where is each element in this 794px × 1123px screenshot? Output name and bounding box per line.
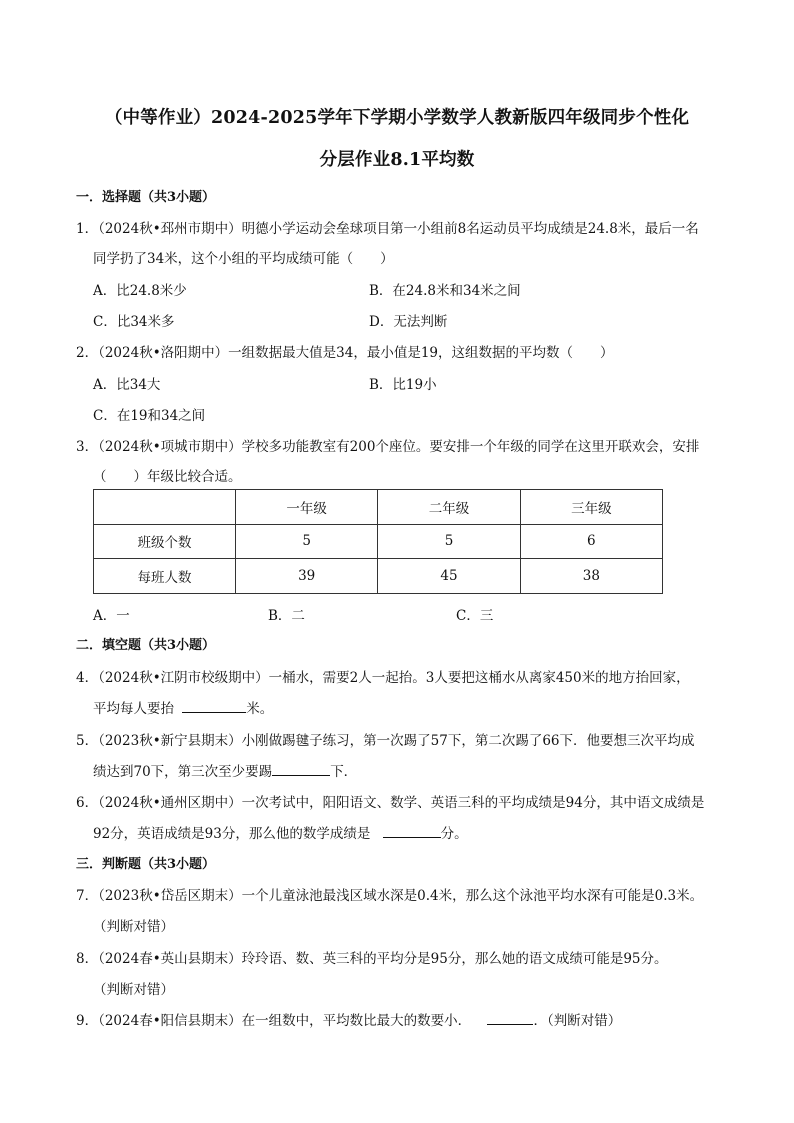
table-cell: 45: [378, 559, 520, 594]
question-6-text-after: 分。: [440, 826, 468, 842]
question-3-line2: （ ）年级比较合适。: [93, 469, 242, 485]
question-3-option-b: B．二: [268, 608, 305, 624]
section-heading-choice: 一．选择题（共3小题）: [76, 190, 216, 205]
section-heading-judge: 三．判断题（共3小题）: [76, 857, 216, 872]
answer-blank[interactable]: [182, 699, 246, 713]
answer-blank[interactable]: [272, 762, 330, 776]
question-3-option-c: C．三: [456, 608, 494, 624]
question-7-line2: （判断对错）: [93, 919, 174, 935]
table-header-row: [94, 490, 663, 525]
question-4-line2: [93, 697, 273, 717]
question-4-text-before: 平均每人要抬: [93, 701, 174, 717]
question-9-text-after: ．（判断对错）: [533, 1013, 622, 1029]
table-header-cell: 一年级: [236, 490, 378, 525]
question-5-line2: [93, 760, 357, 780]
question-3-line1: 3．（2024秋•项城市期中）学校多功能教室有200个座位。要安排一个年级的同学在这里开联欢会，安排: [76, 439, 700, 455]
question-4-line1: 4．（2024秋•江阴市校级期中）一桶水，需要2人一起抬。3人要把这桶水从离家450米的地方抬回家，: [76, 670, 690, 686]
answer-blank[interactable]: [383, 824, 441, 838]
question-9-line1: [76, 1009, 621, 1029]
question-6-line1: 6．（2024秋•通州区期中）一次考试中，阳阳语文、数学、英语三科的平均成绩是94分，其中语文成绩是: [76, 795, 705, 811]
question-1-option-a: A．比24.8米少: [93, 283, 187, 299]
question-5-text-before: 绩达到70下，第三次至少要踢: [93, 764, 273, 780]
question-5-line1: 5．（2023秋•新宁县期末）小刚做踢毽子练习，第一次踢了57下，第二次踢了66下．他要想三次平均成: [76, 733, 695, 749]
question-1-line1: 1．（2024秋•邳州市期中）明德小学运动会垒球项目第一小组前8名运动员平均成绩是24.8米，最后一名: [76, 221, 699, 237]
answer-blank[interactable]: [487, 1011, 533, 1025]
question-2-option-c: C．在19和34之间: [93, 408, 206, 424]
question-8-line2: （判断对错）: [93, 982, 174, 998]
section-heading-fill: 二．填空题（共3小题）: [76, 638, 216, 653]
question-1-option-c: C．比34米多: [93, 314, 175, 330]
table-cell: 6: [520, 524, 662, 559]
question-8-line1: 8．（2024春•英山县期末）玲玲语、数、英三科的平均分是95分，那么她的语文成绩可能是95分。: [76, 951, 668, 967]
question-5-text-after: 下．: [330, 764, 358, 780]
table-cell: 38: [520, 559, 662, 594]
table-cell: 每班人数: [94, 559, 236, 594]
table-row: [94, 559, 663, 594]
question-3-option-a: A．一: [93, 608, 130, 624]
table-cell: 5: [236, 524, 378, 559]
document-title-line2: 分层作业8.1平均数: [319, 150, 475, 170]
table-cell: 班级个数: [94, 524, 236, 559]
question-1-option-b: B．在24.8米和34米之间: [369, 283, 521, 299]
question-6-line2: [93, 822, 468, 842]
question-1-line2: 同学扔了34米，这个小组的平均成绩可能（ ）: [93, 251, 394, 267]
table-row: [94, 524, 663, 559]
table-cell: 5: [378, 524, 520, 559]
table-header-cell: 二年级: [378, 490, 520, 525]
table-header-cell: [94, 490, 236, 525]
question-6-text-before: 92分，英语成绩是93分，那么他的数学成绩是: [93, 826, 371, 842]
document-title-line1: （中等作业）2024-2025学年下学期小学数学人教新版四年级同步个性化: [104, 108, 690, 128]
class-size-table: [93, 489, 663, 594]
table-cell: 39: [236, 559, 378, 594]
question-2-option-b: B．比19小: [369, 377, 437, 393]
question-2-line1: 2．（2024秋•洛阳期中）一组数据最大值是34，最小值是19，这组数据的平均数（ ）: [76, 345, 614, 361]
question-4-text-after: 米。: [246, 701, 274, 717]
question-1-option-d: D．无法判断: [369, 314, 448, 330]
question-9-text-before: 9．（2024春•阳信县期末）在一组数中，平均数比最大的数要小．: [76, 1013, 472, 1029]
table-header-cell: 三年级: [520, 490, 662, 525]
question-2-option-a: A．比34大: [93, 377, 161, 393]
question-7-line1: 7．（2023秋•岱岳区期末）一个儿童泳池最浅区域水深是0.4米，那么这个泳池平均水深有可能是0.3米。: [76, 888, 704, 904]
